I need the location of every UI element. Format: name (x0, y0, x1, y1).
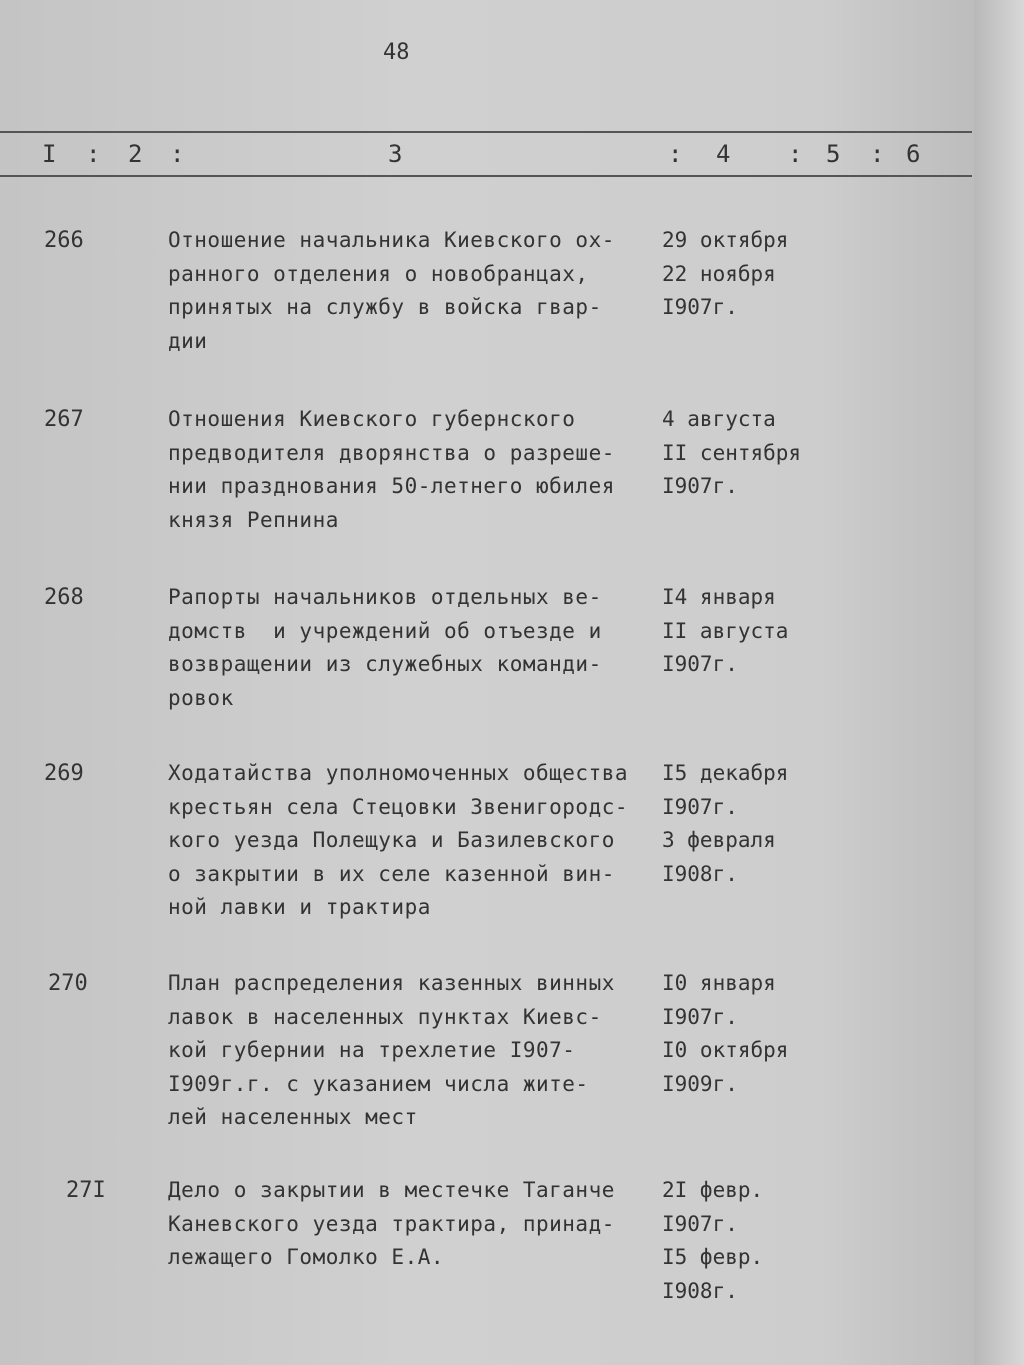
col-sep: : (870, 140, 885, 168)
col-1-header: I (42, 140, 57, 168)
col-sep: : (170, 140, 185, 168)
date-line: I907г. (662, 474, 738, 498)
description-line: нии празднования 50-летнего юбилея (168, 474, 615, 498)
date-line: I907г. (662, 1004, 738, 1029)
date-line: I907г. (662, 1211, 738, 1236)
col-5-header: 5 (826, 140, 841, 168)
date-line: I908г. (662, 1278, 738, 1303)
col-4-header: 4 (716, 140, 731, 168)
date-line: I907г. (662, 295, 738, 319)
description-line: принятых на службу в войска гвар- (168, 295, 602, 319)
description-line: I909г.г. с указанием числа жите- (168, 1071, 589, 1096)
entry-dates (662, 1178, 763, 1312)
entry-description (168, 585, 602, 719)
description-line: Ходатайства уполномоченных общества (168, 761, 629, 785)
entry-description (168, 1178, 615, 1279)
col-2-header: 2 (128, 140, 143, 168)
date-line: I0 января (662, 971, 776, 995)
page-number: 48 (383, 40, 410, 65)
description-line: предводителя дворянства о разреше- (168, 440, 615, 465)
description-line: ной лавки и трактира (168, 895, 431, 919)
description-line: Каневского уезда трактира, принад- (168, 1211, 615, 1236)
description-line: о закрытии в их селе казенной вин- (168, 861, 615, 886)
entry-dates (662, 761, 788, 895)
description-line: Отношение начальника Киевского ох- (168, 228, 615, 252)
header-bottom-rule (0, 175, 972, 177)
entry-dates (662, 228, 788, 329)
date-line: 3 февраля (662, 828, 776, 852)
description-line: Дело о закрытии в местечке Таганче (168, 1178, 615, 1202)
date-line: 4 августа (662, 407, 776, 431)
date-line: I909г. (662, 1071, 738, 1096)
description-line: Отношения Киевского губернского (168, 407, 576, 431)
entry-description (168, 971, 615, 1139)
entry-description (168, 761, 628, 929)
description-line: лежащего Гомолко Е.А. (168, 1245, 445, 1269)
date-line: 22 ноября (662, 261, 776, 286)
entry-description (168, 228, 615, 362)
entry-dates (662, 407, 801, 508)
col-sep: : (86, 140, 101, 168)
description-line: План распределения казенных винных (168, 971, 615, 995)
entry-description (168, 407, 615, 541)
col-3-header: 3 (388, 140, 403, 168)
page-edge (974, 0, 1024, 1365)
date-line: I4 января (662, 585, 776, 609)
description-line: лей населенных мест (168, 1105, 418, 1129)
description-line: ровок (168, 685, 234, 710)
description-line: лавок в населенных пунктах Киевс- (168, 1004, 602, 1029)
entry-number: 268 (44, 585, 84, 610)
entry-number: 270 (48, 971, 88, 996)
date-line: I5 февр. (662, 1245, 764, 1269)
entry-number: 267 (44, 407, 84, 432)
date-line: II августа (662, 618, 789, 643)
date-line: 2I февр. (662, 1178, 764, 1202)
date-line: I907г. (662, 652, 738, 676)
description-line: кого уезда Полещука и Базилевского (168, 828, 615, 852)
description-line: Рапорты начальников отдельных ве- (168, 585, 602, 609)
entry-number: 269 (44, 761, 84, 786)
description-line: кой губернии на трехлетие I907- (168, 1038, 576, 1062)
description-line: домств и учреждений об отъезде и (168, 618, 602, 643)
entry-number: 27I (66, 1178, 106, 1203)
date-line: I907г. (662, 794, 738, 819)
description-line: возвращении из служебных команди- (168, 652, 602, 676)
date-line: 29 октября (662, 228, 789, 252)
date-line: I5 декабря (662, 761, 789, 785)
date-line: I0 октября (662, 1038, 789, 1062)
date-line: II сентября (662, 440, 802, 465)
date-line: I908г. (662, 861, 738, 886)
description-line: дии (168, 328, 208, 353)
description-line: крестьян села Стецовки Звенигородс- (168, 794, 629, 819)
entry-dates (662, 585, 788, 686)
col-sep: : (668, 140, 683, 168)
header-top-rule (0, 131, 972, 133)
description-line: князя Репнина (168, 507, 339, 532)
col-6-header: 6 (906, 140, 921, 168)
col-sep: : (788, 140, 803, 168)
description-line: ранного отделения о новобранцах, (168, 261, 589, 286)
entry-number: 266 (44, 228, 84, 253)
entry-dates (662, 971, 788, 1105)
